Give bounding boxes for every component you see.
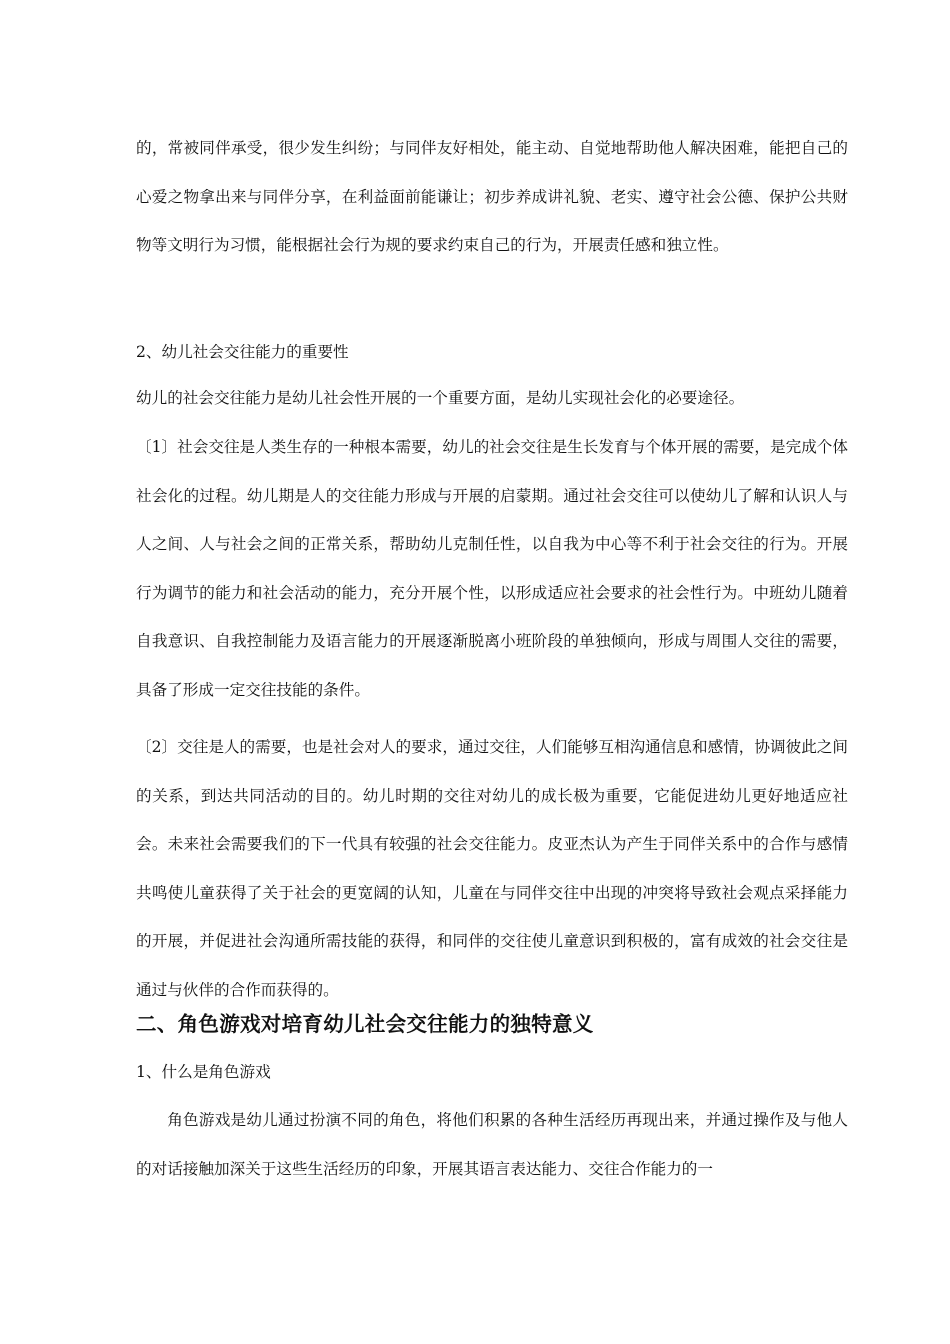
- paragraph-point-1: 〔1〕社会交往是人类生存的一种根本需要，幼儿的社会交往是生长发育与个体开展的需要，是完成个体社会化的过程。幼儿期是人的交往能力形成与开展的启蒙期。通过社会交往可以使幼儿了解和认识人与人之间、人与社会之间的正常关系，帮助幼儿克制任性，以自我为中心等不利于社会交往的行为。开展行为调节的能力和社会活动的能力，充分开展个性，以形成适应社会要求的社会性行为。中班幼儿随着自我意识、自我控制能力及语言能力的开展逐渐脱离小班阶段的单独倾向，形成与周围人交往的需要，具备了形成一定交往技能的条件。: [136, 438, 848, 699]
- section-heading: 二、角色游戏对培育幼儿社会交往能力的独特意义: [136, 1012, 594, 1036]
- subheading-role-play: 1、什么是角色游戏: [136, 1063, 271, 1081]
- paragraph-point-2: 〔2〕交往是人的需要，也是社会对人的要求，通过交往，人们能够互相沟通信息和感情，协调彼此之间的关系，到达共同活动的目的。幼儿时期的交往对幼儿的成长极为重要，它能促进幼儿更好地适应社会。未来社会需要我们的下一代具有较强的社会交往能力。皮亚杰认为产生于同伴关系中的合作与感情共鸣使儿童获得了关于社会的更宽阔的认知，儿童在与同伴交往中出现的冲突将导致社会观点采择能力的开展，并促进社会沟通所需技能的获得，和同伴的交往使儿童意识到积极的，富有成效的社会交往是通过与伙伴的合作而获得的。: [136, 738, 848, 999]
- paragraph-continuation: 的，常被同伴承受，很少发生纠纷；与同伴友好相处，能主动、自觉地帮助他人解决困难，能把自己的心爱之物拿出来与同伴分享，在利益面前能谦让；初步养成讲礼貌、老实、遵守社会公德、保护公共财物等文明行为习惯，能根据社会行为规的要求约束自己的行为，开展责任感和独立性。: [136, 139, 848, 255]
- paragraph-intro: 幼儿的社会交往能力是幼儿社会性开展的一个重要方面，是幼儿实现社会化的必要途径。: [136, 389, 745, 407]
- paragraph-role-play: 角色游戏是幼儿通过扮演不同的角色，将他们积累的各种生活经历再现出来，并通过操作及与他人的对话接触加深关于这些生活经历的印象，开展其语言表达能力、交往合作能力的一: [136, 1111, 848, 1178]
- subheading-importance: 2、幼儿社会交往能力的重要性: [136, 343, 349, 361]
